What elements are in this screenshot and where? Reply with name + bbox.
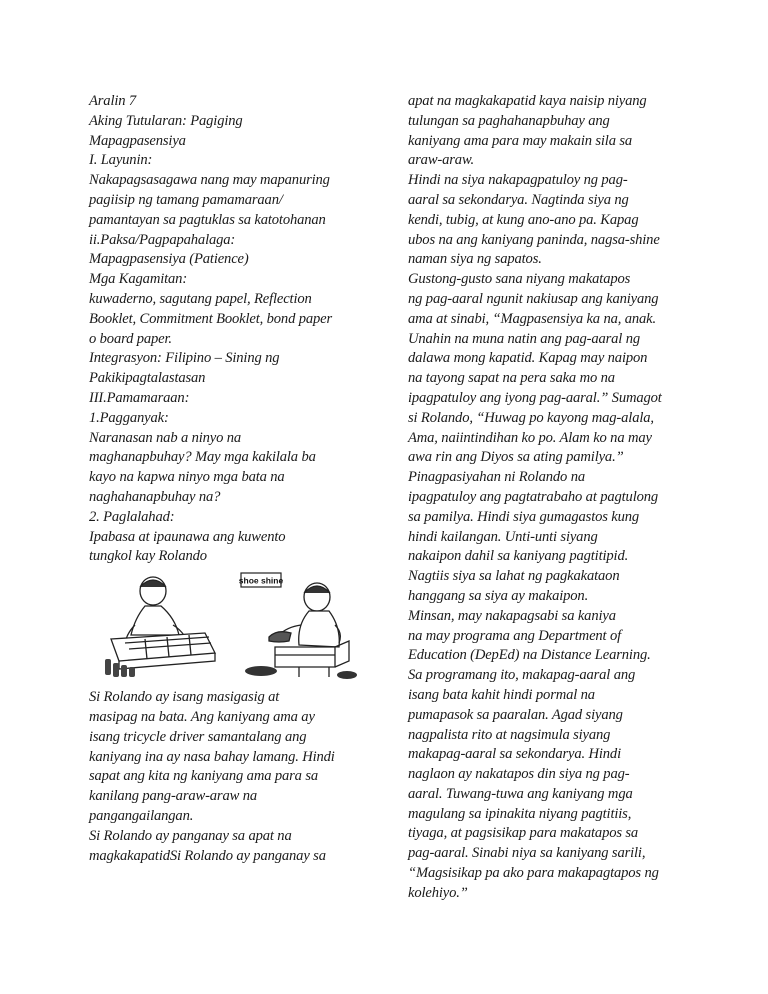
text-line: kendi, tubig, at kung ano-ano pa. Kapag [408,211,639,228]
text-line: masipag na bata. Ang kaniyang ama ay [89,708,315,725]
text-line: makapag-aaral sa sekondarya. Hindi [408,746,621,763]
text-line: tungkol kay Rolando [89,548,207,565]
text-line: ubos na ang kaniyang paninda, nagsa-shine [408,231,660,248]
text-line: Mga Kagamitan: [89,271,188,288]
text-line: Mapagpasensiya [89,132,186,149]
text-line: na may programa ang Department of [408,627,621,644]
text-line: ama at sinabi, “Magpasensiya ka na, anak. [408,310,657,327]
text-line: sa pamilya. Hindi siya gumagastos kung [408,508,640,525]
text-line: isang tricycle driver samantalang ang [89,728,307,745]
right-column [408,92,680,904]
text-line: Integrasyon: Filipino – Sining ng [89,350,280,367]
text-line: pumapasok sa paaralan. Agad siyang [408,706,623,723]
text-line: isang bata kahit hindi pormal na [408,686,595,703]
text-line: tulungan sa paghahanapbuhay ang [408,112,610,129]
text-line: magulang sa ipinakita niyang pagtitiis, [408,805,632,822]
text-line: pamantayan sa pagtuklas sa katotohanan [89,211,326,228]
text-line: aaral sa sekondarya. Nagtinda siya ng [408,191,629,208]
text-line: pag-aaral. Sinabi niya sa kaniyang sarili, [408,845,646,862]
text-line: nagpalista rito at nagsimula siyang [408,726,611,743]
text-line: Gustong-gusto sana niyang makatapos [408,271,631,288]
text-line: 2. Paglalahad: [89,508,175,525]
text-line: I. Layunin: [89,152,153,169]
text-line: naman siya ng sapatos. [408,251,542,268]
vendor-boy-illustration [105,573,225,683]
text-line: “Magsisikap pa ako para makapagtapos ng [408,865,659,882]
left-text-bottom [89,688,369,866]
text-line: kuwaderno, sagutang papel, Reflection [89,290,312,307]
text-line: Si Rolando ay panganay sa apat na [89,827,292,844]
text-line: pagiisip ng tamang pamamaraan/ [89,191,283,208]
text-line: aaral. Tuwang-tuwa ang kaniyang mga [408,785,633,802]
text-line: hanggang sa siya ay makaipon. [408,587,589,604]
text-line: 1.Pagganyak: [89,409,169,426]
text-line: ng pag-aaral ngunit nakiusap ang kaniyang [408,290,659,307]
text-line: Pinagpasiyahan ni Rolando na [408,469,585,486]
text-line: nakaipon dahil sa kaniyang pagtitipid. [408,548,629,565]
text-line: Sa programang ito, makapag-aaral ang [408,667,636,684]
text-line: Aralin 7 [89,93,137,109]
right-text [408,92,680,904]
text-line: naghahanapbuhay na? [89,488,221,505]
text-line: si Rolando, “Huwag po kayong mag-alala, [408,409,654,426]
text-line: kaniyang ama para may makain sila sa [408,132,633,149]
text-line: Ama, naiintindihan ko po. Alam ko na may [408,429,652,446]
text-line: araw-araw. [408,152,474,169]
text-line: ipagpatuloy ang iyong pag-aaral.” Sumagot [408,389,662,406]
text-line: dalawa mong kapatid. Kapag may naipon [408,350,648,367]
text-line: Nagtiis siya sa lahat ng pagkakataon [408,568,620,585]
left-column [89,92,369,866]
text-line: kanilang pang-araw-araw na [89,788,257,805]
text-line: pangangailangan. [89,807,194,824]
text-line: awa rin ang Diyos sa ating pamilya.” [408,449,624,466]
text-line: Aking Tutularan: Pagiging [89,112,243,129]
text-line: apat na magkakapatid kaya naisip niyang [408,93,647,109]
text-line: kaniyang ina ay nasa bahay lamang. Hindi [89,748,335,765]
text-line: magkakapatidSi Rolando ay panganay sa [89,847,326,864]
text-line: Si Rolando ay isang masigasig at [89,689,280,706]
text-line: ii.Paksa/Pagpapahalaga: [89,231,236,248]
text-line: Pakikipagtalastasan [89,370,206,387]
text-line: o board paper. [89,330,172,347]
text-line: tiyaga, at pagsisikap para makatapos sa [408,825,639,842]
shoe-shine-sign-text: shoe shine [239,575,284,586]
illustration-area [89,567,369,688]
text-line: III.Pamamaraan: [89,389,190,406]
text-line: Hindi na siya nakapagpatuloy ng pag- [408,172,628,189]
text-line: Nakapagsasagawa nang may mapanuring [89,172,330,189]
text-line: hindi kailangan. Unti-unti siyang [408,528,598,545]
text-line: na tayong sapat na pera saka mo na [408,370,615,387]
text-line: Ipabasa at ipaunawa ang kuwento [89,528,286,545]
text-line: kolehiyo.” [408,884,468,901]
text-line: Education (DepEd) na Distance Learning. [408,647,651,664]
text-line: sapat ang kita ng kaniyang ama para sa [89,768,319,785]
text-line: naglaon ay nakatapos din siya ng pag- [408,766,630,783]
text-line: maghanapbuhay? May mga kakilala ba [89,449,316,466]
shoe-shine-illustration [239,567,364,685]
text-line: Minsan, may nakapagsabi sa kaniya [408,607,616,624]
left-text-top [89,92,369,567]
text-line: Naranasan nab a ninyo na [89,429,242,446]
text-line: kayo na kapwa ninyo mga bata na [89,469,285,486]
text-line: Booklet, Commitment Booklet, bond paper [89,310,333,327]
text-line: Mapagpasensiya (Patience) [89,251,249,268]
text-line: Unahin na muna natin ang pag-aaral ng [408,330,641,347]
text-line: ipagpatuloy ang pagtatrabaho at pagtulong [408,488,659,505]
